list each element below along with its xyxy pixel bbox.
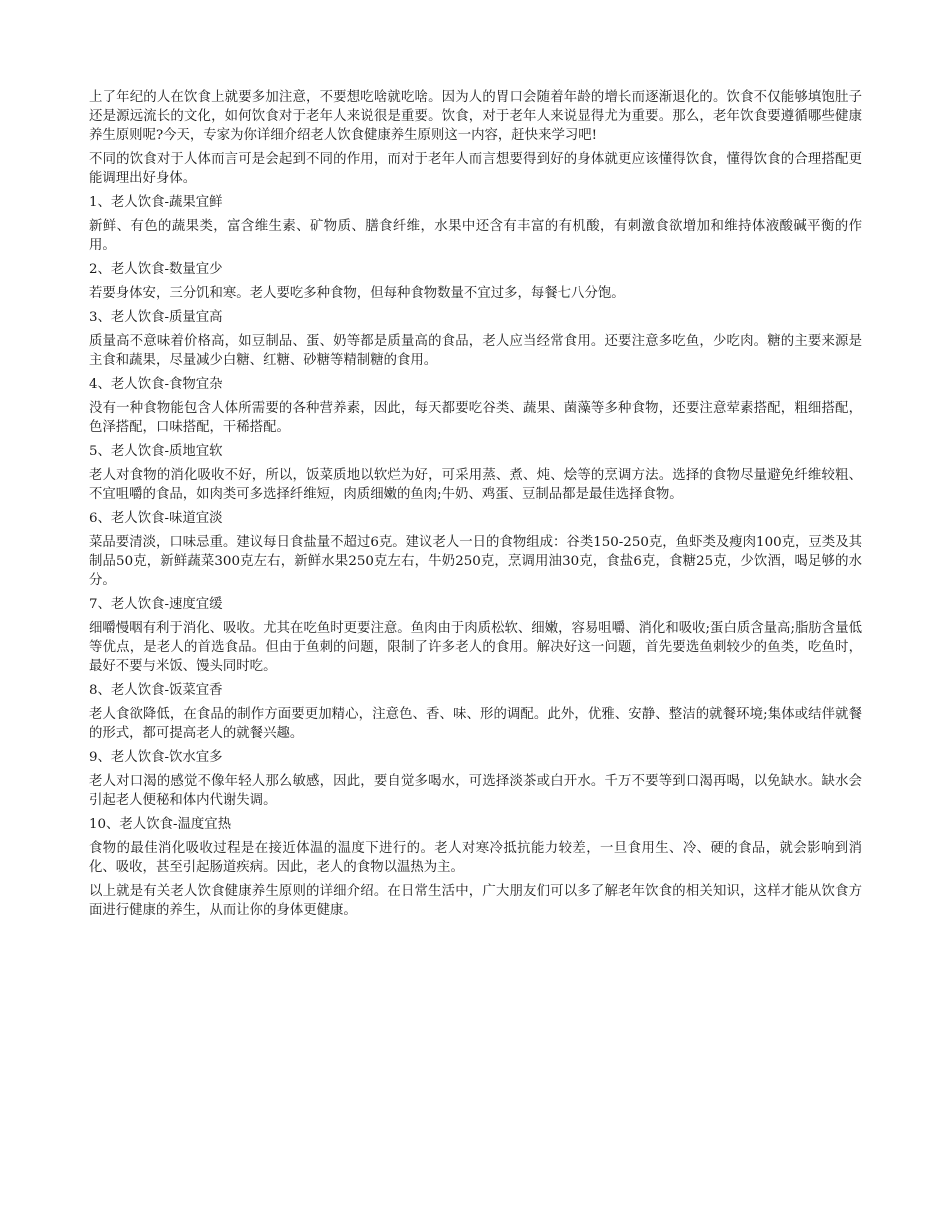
- section-body-1: 新鲜、有色的蔬果类，富含维生素、矿物质、膳食纤维，水果中还含有丰富的有机酸，有刺激食欲增加和维持体液酸碱平衡的作用。: [89, 219, 862, 253]
- section-body-8: 老人食欲降低，在食品的制作方面要更加精心，注意色、香、味、形的调配。此外，优雅、安静、整洁的就餐环境;集体或结伴就餐的形式，都可提高老人的就餐兴趣。: [89, 707, 862, 741]
- section-heading-2: 2、老人饮食-数量宜少: [89, 262, 223, 277]
- section-heading-10: 10、老人饮食-温度宜热: [89, 817, 232, 832]
- section-body-2: 若要身体安，三分饥和寒。老人要吃多种食物，但每种食物数量不宜过多，每餐七八分饱。: [89, 286, 625, 301]
- section-body-3: 质量高不意味着价格高，如豆制品、蛋、奶等都是质量高的食品，老人应当经常食用。还要注意多吃鱼，少吃肉。糖的主要来源是主食和蔬果，尽量减少白糖、红糖、砂糖等精制糖的食用。: [89, 334, 862, 368]
- conclusion-paragraph: 以上就是有关老人饮食健康养生原则的详细介绍。在日常生活中，广大朋友们可以多了解老年饮食的相关知识，这样才能从饮食方面进行健康的养生，从而让你的身体更健康。: [89, 884, 862, 918]
- section-heading-4: 4、老人饮食-食物宜杂: [89, 377, 223, 392]
- section-body-5: 老人对食物的消化吸收不好，所以，饭菜质地以软烂为好，可采用蒸、煮、炖、烩等的烹调方法。选择的食物尽量避免纤维较粗、不宜咀嚼的食品，如肉类可多选择纤维短，肉质细嫩的鱼肉;牛奶、鸡蛋、豆制品都是最佳选择食物。: [89, 468, 862, 502]
- section-heading-3: 3、老人饮食-质量宜高: [89, 310, 223, 325]
- section-heading-9: 9、老人饮食-饮水宜多: [89, 750, 223, 765]
- section-heading-1: 1、老人饮食-蔬果宜鲜: [89, 195, 223, 210]
- section-body-6: 菜品要清淡，口味忌重。建议每日食盐量不超过6克。建议老人一日的食物组成：谷类150-250克，鱼虾类及瘦肉100克，豆类及其制品50克，新鲜蔬菜300克左右，新鲜水果250克左右，牛奶250克，烹调用油30克，食盐6克，食糖25克，少饮酒，喝足够的水分。: [89, 535, 862, 588]
- section-heading-7: 7、老人饮食-速度宜缓: [89, 597, 223, 612]
- section-body-4: 没有一种食物能包含人体所需要的各种营养素，因此，每天都要吃谷类、蔬果、菌藻等多种食物，还要注意荤素搭配，粗细搭配，色泽搭配，口味搭配，干稀搭配。: [89, 401, 862, 435]
- intro-paragraph-2: 不同的饮食对于人体而言可是会起到不同的作用，而对于老年人而言想要得到好的身体就更应该懂得饮食，懂得饮食的合理搭配更能调理出好身体。: [89, 152, 862, 186]
- section-heading-6: 6、老人饮食-味道宜淡: [89, 511, 223, 526]
- section-body-10: 食物的最佳消化吸收过程是在接近体温的温度下进行的。老人对寒冷抵抗能力较差，一旦食用生、冷、硬的食品，就会影响到消化、吸收，甚至引起肠道疾病。因此，老人的食物以温热为主。: [89, 841, 862, 875]
- section-heading-5: 5、老人饮食-质地宜软: [89, 444, 223, 459]
- section-heading-8: 8、老人饮食-饭菜宜香: [89, 683, 223, 698]
- intro-paragraph: 上了年纪的人在饮食上就要多加注意，不要想吃啥就吃啥。因为人的胃口会随着年龄的增长而逐渐退化的。饮食不仅能够填饱肚子还是源远流长的文化，如何饮食对于老年人来说很是重要。饮食，对于老年人来说显得尤为重要。那么，老年饮食要遵循哪些健康养生原则呢?今天，专家为你详细介绍老人饮食健康养生原则这一内容，赶快来学习吧!: [89, 90, 862, 143]
- section-body-7: 细嚼慢咽有利于消化、吸收。尤其在吃鱼时更要注意。鱼肉由于肉质松软、细嫩，容易咀嚼、消化和吸收;蛋白质含量高;脂肪含量低等优点，是老人的首选食品。但由于鱼刺的问题，限制了许多老人的食用。解决好这一问题，首先要选鱼刺较少的鱼类，吃鱼时，最好不要与米饭、馒头同时吃。: [89, 621, 862, 674]
- section-body-9: 老人对口渴的感觉不像年轻人那么敏感，因此，要自觉多喝水，可选择淡茶或白开水。千万不要等到口渴再喝，以免缺水。缺水会引起老人便秘和体内代谢失调。: [89, 774, 862, 808]
